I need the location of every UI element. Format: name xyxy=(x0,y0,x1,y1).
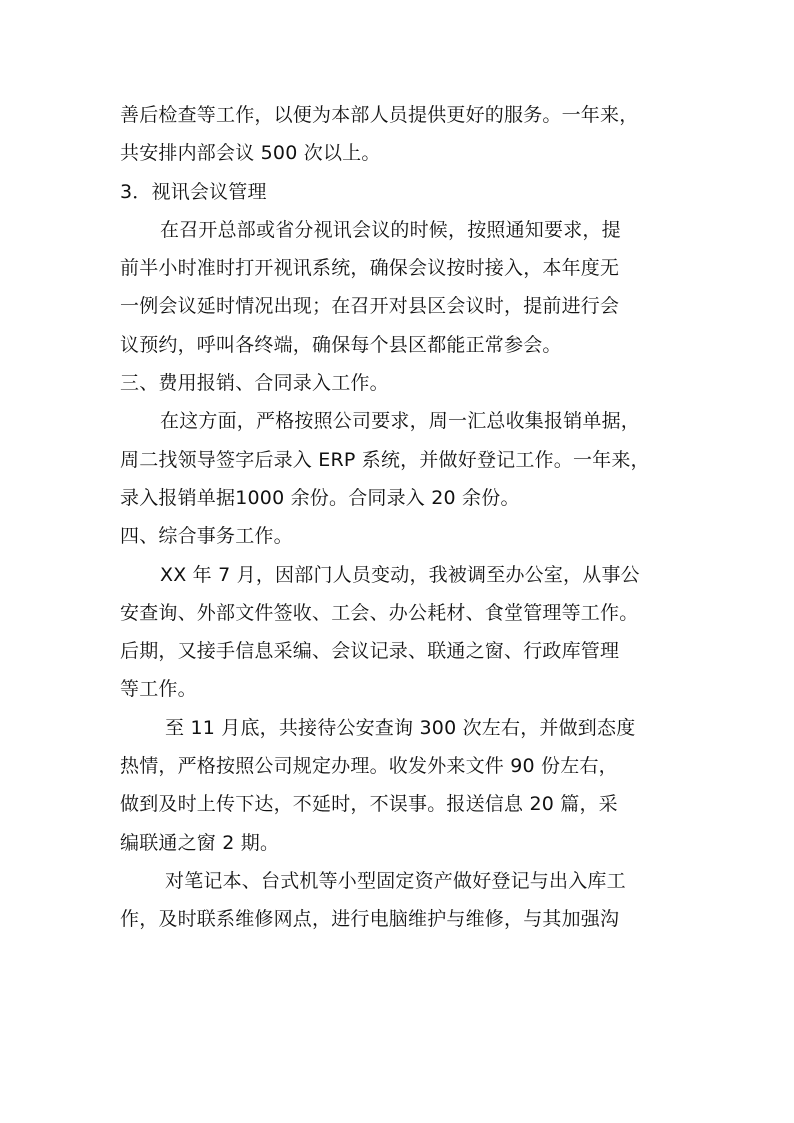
section-heading-3-video-meeting: 3．视讯会议管理 xyxy=(120,180,267,203)
text-line-19: 做到及时上传下达，不延时，不误事。报送信息 20 篇，采 xyxy=(120,793,618,816)
text-line-15: 后期，又接手信息采编、会议记录、联通之窗、行政库管理 xyxy=(120,640,620,663)
text-line-20: 编联通之窗 2 期。 xyxy=(120,831,280,854)
text-line-2: 共安排内部会议 500 次以上。 xyxy=(120,142,381,165)
text-line-17: 至 11 月底，共接待公安查询 300 次左右，并做到态度 xyxy=(165,716,636,739)
text-line-11: 录入报销单据1000 余份。合同录入 20 余份。 xyxy=(120,486,520,509)
text-line-9: 在这方面，严格按照公司要求，周一汇总收集报销单据， xyxy=(160,410,641,433)
text-line-21: 对笔记本、台式机等小型固定资产做好登记与出入库工 xyxy=(165,869,626,892)
text-line-5: 前半小时准时打开视讯系统，确保会议按时接入，本年度无 xyxy=(120,257,620,280)
document-body xyxy=(120,96,678,939)
section-heading-general-affairs: 四、综合事务工作。 xyxy=(120,525,293,548)
text-line-18: 热情，严格按照公司规定办理。收发外来文件 90 份左右， xyxy=(120,755,618,778)
text-line-16: 等工作。 xyxy=(120,678,197,701)
text-line-10: 周二找领导签字后录入 ERP 系统，并做好登记工作。一年来， xyxy=(120,448,650,471)
section-heading-expense: 三、费用报销、合同录入工作。 xyxy=(120,372,389,395)
text-line-1: 善后检查等工作，以便为本部人员提供更好的服务。一年来， xyxy=(120,104,639,126)
text-line-7: 议预约，呼叫各终端，确保每个县区都能正常参会。 xyxy=(120,333,562,356)
text-line-13: XX 年 7 月，因部门人员变动，我被调至办公室，从事公 xyxy=(160,563,640,586)
text-line-4: 在召开总部或省分视讯会议的时候，按照通知要求，提 xyxy=(160,218,621,241)
text-line-6: 一例会议延时情况出现；在召开对县区会议时，提前进行会 xyxy=(120,295,620,318)
text-line-14: 安查询、外部文件签收、工会、办公耗材、食堂管理等工作。 xyxy=(120,601,639,624)
text-line-22: 作，及时联系维修网点，进行电脑维护与维修，与其加强沟 xyxy=(120,908,620,931)
